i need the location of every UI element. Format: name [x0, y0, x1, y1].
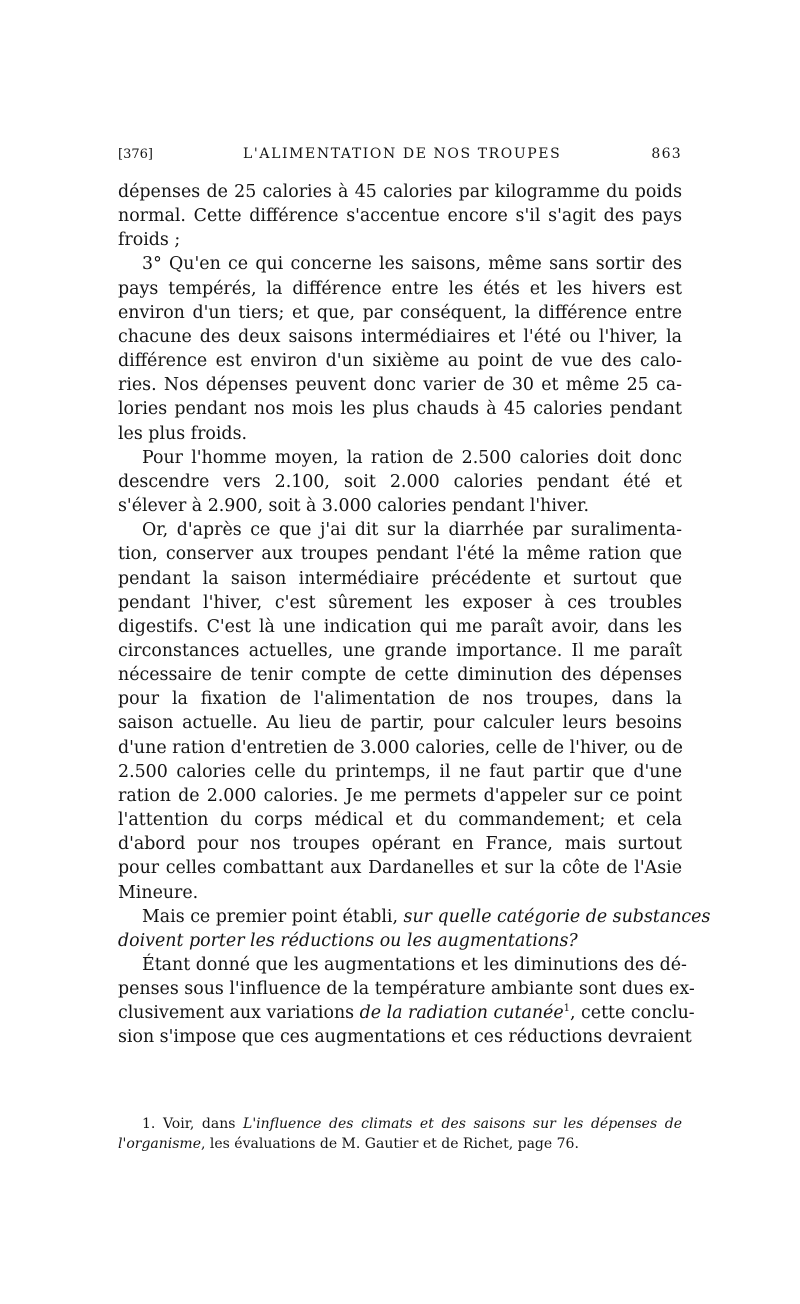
text-line: pour la fixation de l'alimentation de nos troupes, dans la: [118, 689, 682, 710]
italic-text: l'organisme: [118, 1136, 201, 1152]
header-title: L'ALIMENTATION DE NOS TROUPES: [243, 146, 562, 162]
italic-text: de la radiation cutanée: [359, 1003, 564, 1024]
text-line: d'une ration d'entretien de 3.000 calories, celle de l'hiver, ou de: [118, 737, 683, 758]
italic-text: L'influence des climats et des saisons sur les dépenses de: [243, 1116, 682, 1132]
text-line: 2.500 calories celle du printemps, il ne faut partir que d'une: [118, 761, 682, 782]
text-fragment: , cette conclu-: [569, 1003, 695, 1024]
footnote-line: [118, 1114, 682, 1134]
footnote-marker: 1: [563, 1003, 570, 1015]
text-line: sion s'impose que ces augmentations et ces réductions devraient: [118, 1027, 692, 1048]
text-line: Pour l'homme moyen, la ration de 2.500 calories doit donc: [142, 447, 682, 468]
text-line: Étant donné que les augmentations et les diminutions des dé-: [142, 955, 687, 975]
text-fragment: Mais ce premier point établi,: [142, 906, 404, 927]
text-line: [118, 905, 711, 929]
text-line: Mineure.: [118, 882, 199, 903]
footnote-line: [118, 1134, 682, 1154]
text-line: chacune des deux saisons intermédiaires et l'été ou l'hiver, la: [118, 326, 682, 347]
text-line: descendre vers 2.100, soit 2.000 calories pendant été et: [118, 471, 682, 492]
footnote: [118, 1114, 682, 1154]
text-line: 3° Qu'en ce qui concerne les saisons, même sans sortir des: [142, 254, 682, 275]
text-line: pour celles combattant aux Dardanelles et sur la côte de l'Asie: [118, 858, 682, 879]
text-line: lories pendant nos mois les plus chauds à 45 calories pendant: [118, 399, 682, 420]
footnote-number: 1.: [142, 1116, 156, 1132]
text-line: normal. Cette différence s'accentue encore s'il s'agit des pays: [118, 206, 682, 227]
text-line: saison actuelle. Au lieu de partir, pour calculer leurs besoins: [118, 713, 682, 734]
text-line: Or, d'après ce que j'ai dit sur la diarrhée par suralimenta-: [142, 520, 682, 541]
text-fragment: Voir, dans: [155, 1116, 244, 1132]
page-number: 863: [651, 146, 682, 162]
body-text: [118, 180, 711, 1050]
text-line: environ d'un tiers; et que, par conséquent, la différence entre: [118, 302, 682, 323]
text-line: d'abord pour nos troupes opérant en France, mais surtout: [118, 834, 682, 855]
text-line: pendant la saison intermédiaire précédente et surtout que: [118, 568, 682, 589]
text-fragment: , les évaluations de M. Gautier et de Richet, page 76.: [201, 1136, 579, 1152]
text-line: [118, 1001, 695, 1025]
text-line: les plus froids.: [118, 423, 248, 444]
text-line: ries. Nos dépenses peuvent donc varier de 30 et même 25 ca-: [118, 375, 682, 396]
text-line: pays tempérés, la différence entre les étés et les hivers est: [118, 278, 682, 299]
text-line: l'attention du corps médical et du commandement; et cela: [118, 810, 682, 831]
text-line: [118, 929, 682, 953]
text-line: s'élever à 2.900, soit à 3.000 calories pendant l'hiver.: [118, 496, 589, 517]
text-line: penses sous l'influence de la température ambiante sont dues ex-: [118, 979, 695, 1000]
text-line: tion, conserver aux troupes pendant l'été la même ration que: [118, 544, 682, 565]
text-line: pendant l'hiver, c'est sûrement les exposer à ces troubles: [118, 592, 682, 613]
italic-text: sur quelle catégorie de substances: [403, 906, 711, 927]
running-header: [118, 146, 682, 162]
text-line: circonstances actuelles, une grande importance. Il me paraît: [118, 640, 682, 661]
text-line: dépenses de 25 calories à 45 calories par kilogramme du poids: [118, 182, 682, 202]
text-line: froids ;: [118, 230, 181, 251]
text-line: nécessaire de tenir compte de cette diminution des dépenses: [118, 665, 682, 686]
italic-text: doivent porter les réductions ou les augmentations?: [118, 930, 578, 951]
header-reference: [376]: [118, 147, 153, 162]
page: [118, 146, 711, 1050]
text-line: digestifs. C'est là une indication qui me paraît avoir, dans les: [118, 616, 682, 637]
text-fragment: clusivement aux variations: [118, 1003, 360, 1024]
text-line: différence est environ d'un sixième au point de vue des calo-: [118, 351, 682, 372]
text-line: ration de 2.000 calories. Je me permets d'appeler sur ce point: [118, 785, 682, 806]
